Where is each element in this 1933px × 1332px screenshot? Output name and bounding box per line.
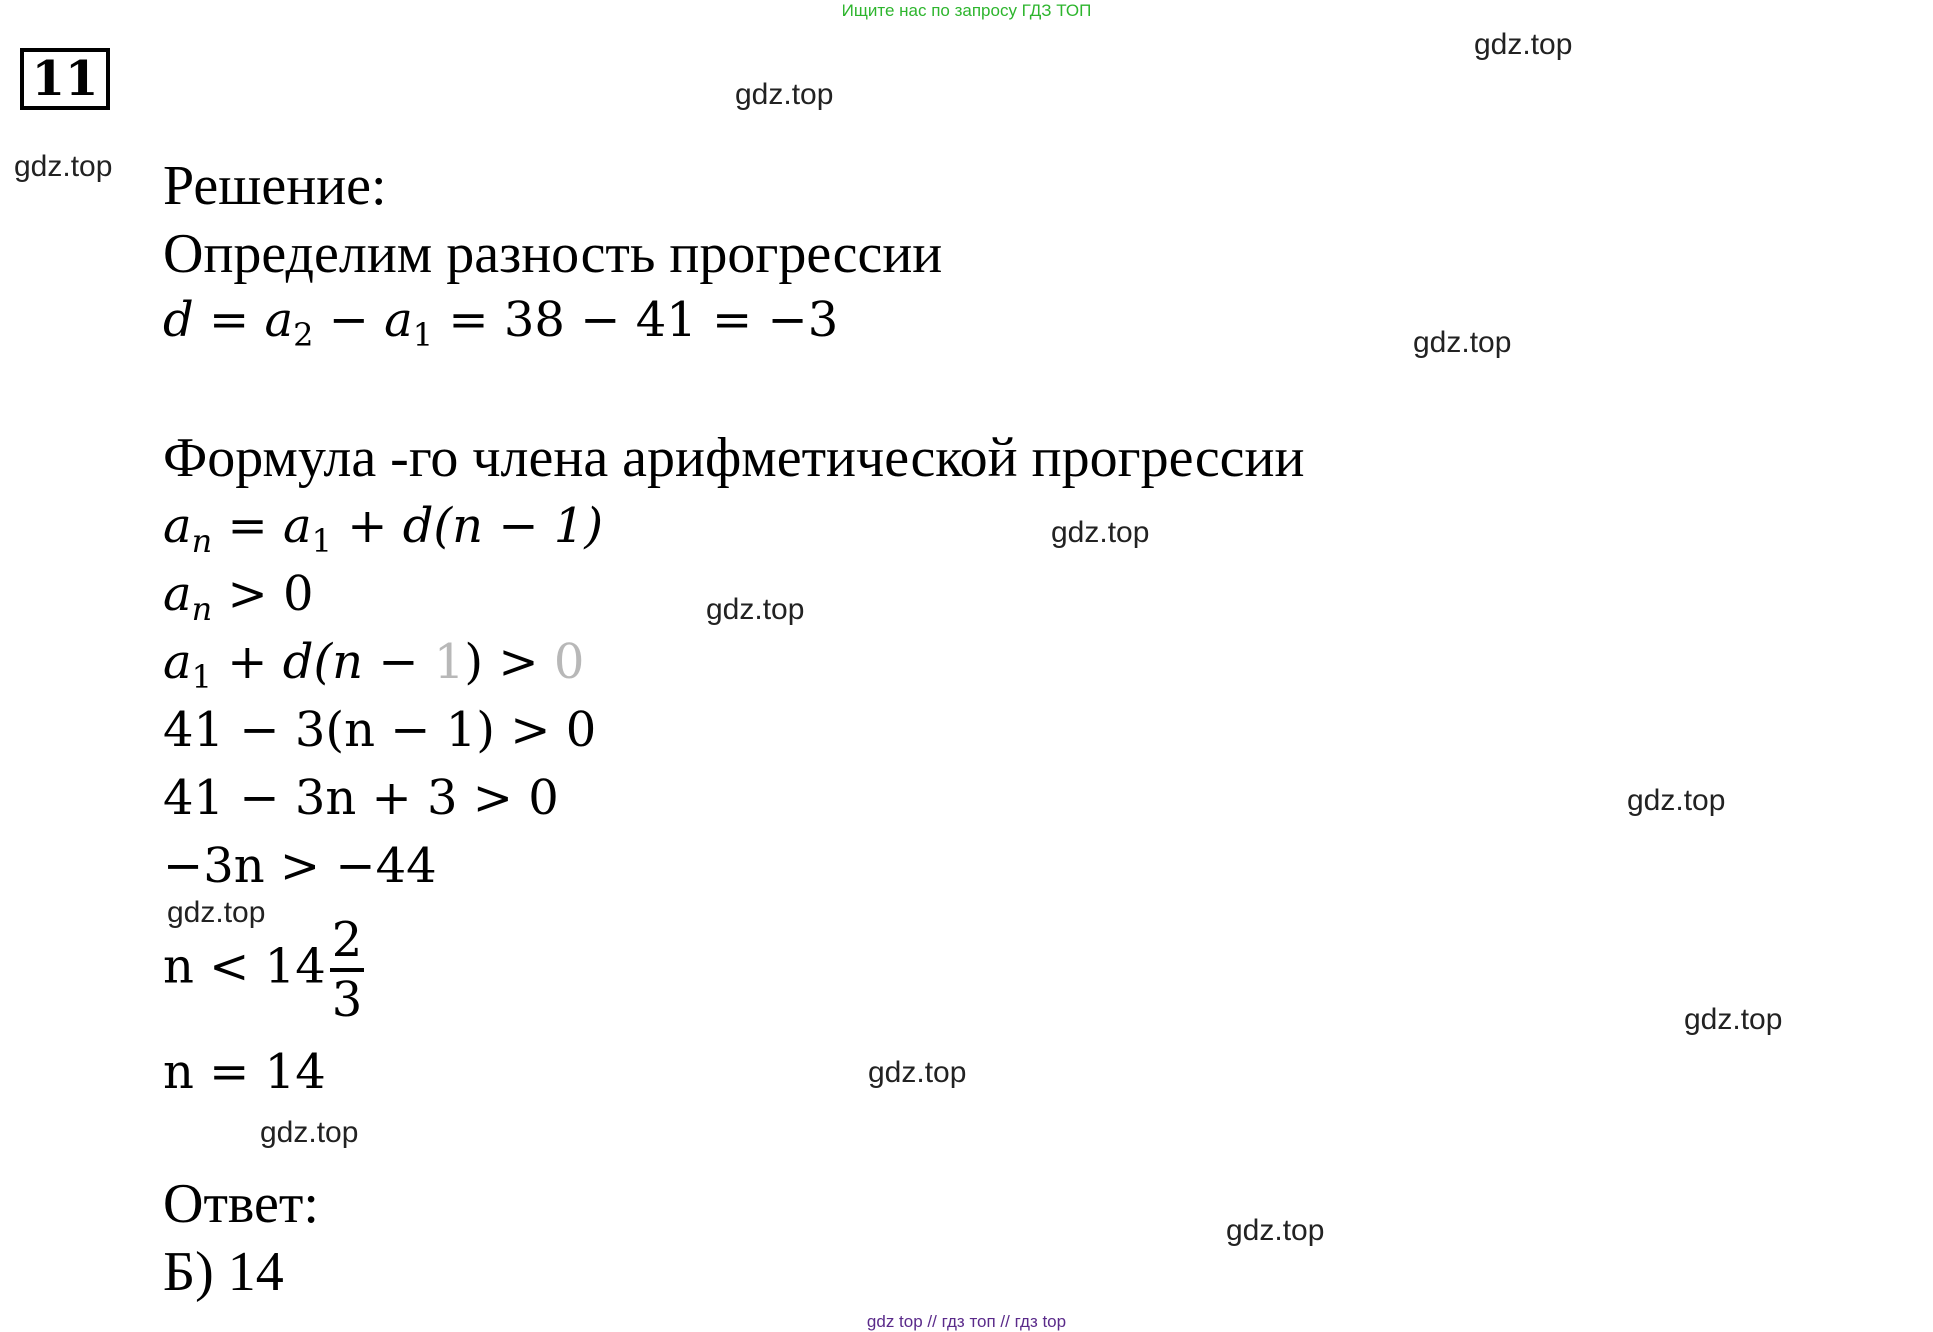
inequality-minus-3n: −3n > −44 xyxy=(163,838,437,894)
inequality-n-less: n < 14 $\frac{2}{3}$ xyxy=(163,912,363,1028)
watermark: gdz.top xyxy=(706,593,805,626)
answer-heading: Ответ: xyxy=(163,1173,319,1235)
inequality-substituted: $a_1 + d(n - 1) > 0$ xyxy=(163,634,585,696)
inequality-numeric: 41 − 3(n − 1) > 0 xyxy=(163,702,597,758)
footer-links[interactable]: gdz top // гдз топ // гдз top xyxy=(866,1312,1067,1331)
watermark: gdz.top xyxy=(14,150,113,183)
watermark: gdz.top xyxy=(1413,326,1512,359)
equation-nth-term: $a_n = a_1 + d(n - 1)$ xyxy=(163,498,604,560)
watermark: gdz.top xyxy=(735,78,834,111)
top-banner: Ищите нас по запросу ГДЗ ТОП xyxy=(841,1,1092,20)
watermark: gdz.top xyxy=(1627,784,1726,817)
watermark: gdz.top xyxy=(1226,1214,1325,1247)
watermark: gdz.top xyxy=(868,1056,967,1089)
equation-n-equals: n = 14 xyxy=(163,1044,326,1100)
watermark: gdz.top xyxy=(260,1116,359,1149)
inequality-expanded: 41 − 3n + 3 > 0 xyxy=(163,770,559,826)
formula-heading: Формула -го члена арифметической прогрессии xyxy=(163,427,1305,489)
task-number-box: 11 xyxy=(20,48,110,110)
fraction: $\frac{2}{3}$ xyxy=(331,912,363,1028)
equation-difference: $d = a_2 - a_1 = 38 - 41 = -3$ xyxy=(163,292,839,354)
inequality-an-positive: $a_n > 0$ xyxy=(163,566,314,628)
watermark: gdz.top xyxy=(167,896,266,929)
watermark: gdz.top xyxy=(1051,516,1150,549)
answer-value: Б) 14 xyxy=(163,1241,284,1303)
watermark: gdz.top xyxy=(1474,28,1573,61)
solution-heading: Решение: xyxy=(163,155,387,217)
step-text-difference: Определим разность прогрессии xyxy=(163,223,943,285)
watermark: gdz.top xyxy=(1684,1003,1783,1036)
